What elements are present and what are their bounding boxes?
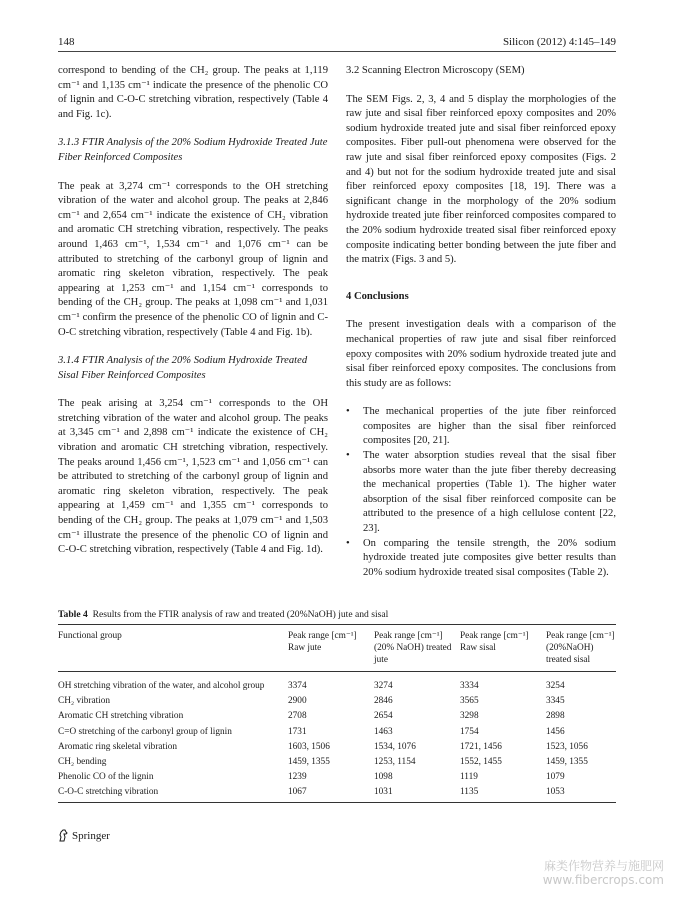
table-cell: 1067 [288,785,374,803]
table-cell: 1098 [374,772,393,783]
table-cell: 3565 [460,696,479,707]
table-cell: 2654 [374,711,393,722]
table-row [58,672,616,694]
table-cell: 1456 [546,726,565,737]
table-cell: 2708 [288,711,307,722]
bullet-icon: • [346,450,350,462]
table-cell: 2900 [288,696,307,707]
watermark-title: 麻类作物营养与施肥网 [543,859,664,873]
table-cell: CH₂ vibration [58,696,111,707]
table-row [58,724,616,739]
table-cell: Aromatic ring skeletal vibration [58,741,178,752]
section-heading-3-1-3: 3.1.3 FTIR Analysis of the 20% Sodium Hydroxide Treated Jute Fiber Reinforced Composites [58,137,328,163]
paragraph-4: The present investigation deals with a comparison of the mechanical properties of raw jute and sisal fiber reinforced epoxy composites with 20% sodium hydroxide treated jute and sisal fiber reinforced epoxy composites. The conclusions from this study are as follows: [346,319,616,389]
table-cell: Aromatic CH stretching vibration [58,711,184,722]
table-cell: 1603, 1506 [288,741,330,752]
bullet-icon: • [346,537,350,549]
list-item [346,537,616,581]
watermark [543,859,664,887]
table-cell: CH₂ bending [58,756,107,767]
table-cell: 1459, 1355 [546,756,588,767]
ftir-results-table [58,624,616,803]
list-item [346,449,616,537]
table-caption-label: Table 4 [58,609,88,620]
table-cell: 1721, 1456 [460,741,502,752]
table-cell: 3345 [546,696,565,707]
paragraph-3-1-3: The peak at 3,274 cm⁻¹ corresponds to the OH stretching vibration of the water and alcohol group. The peaks at 2,846 cm⁻¹ and 2,654 cm⁻¹ indicate the existence of CH₂ vibration and aromatic CH stretching vibration, respectively. The peaks around 1,463 cm⁻¹, 1,534 cm⁻¹ and 1,076 cm⁻¹ can be attributed to stretching of the carbonyl group of lignin and aromatic ring skeleton vibration, respectively. The peak appearing at 1,253 cm⁻¹ and 1,154 cm⁻¹ corresponds to bending of the CH₂ group. The peaks at 1,098 cm⁻¹ and 1,031 cm⁻¹ confirm the presence of the phenolic CO of lignin and C-O-C stretching vibration, respectively (Table 4 and Fig. 1b). [58,180,328,338]
table-cell: 1534, 1076 [374,741,416,752]
publisher-name: Springer [72,829,110,842]
table-cell: 1239 [288,772,307,783]
table-cell: 2846 [374,696,393,707]
paragraph-intro: correspond to bending of the CH₂ group. The peaks at 1,119 cm⁻¹ and 1,135 cm⁻¹ indicate the presence of the phenolic CO of lignin and C-O-C stretching vibration, respectively (Table 4 and Fig. 1c). [58,65,328,120]
table-cell: 3298 [460,711,479,722]
table-row [58,694,616,709]
table-cell: 3254 [546,681,565,691]
section-heading-3-1-4: 3.1.4 FTIR Analysis of the 20% Sodium Hydroxide Treated Sisal Fiber Reinforced Composites [58,355,308,381]
journal-citation: Silicon (2012) 4:145–149 [502,36,616,48]
column-header: Peak range [cm⁻¹] (20%NaOH) treated sisal [546,625,616,672]
section-heading-3-2: 3.2 Scanning Electron Microscopy (SEM) [346,65,525,76]
table-cell: 3374 [288,681,307,691]
list-item-text: On comparing the tensile strength, the 20% sodium hydroxide treated jute composites give better results than 20% sodium hydroxide treated sisal composites (Table 2). [363,537,616,578]
table-cell: C-O-C stretching vibration [58,785,288,803]
list-item-text: The water absorption studies reveal that the sisal fiber absorbs more water than the jute fiber thereby decreasing the mechanical properties (Table 1). The higher water absorption of the sisal fiber reinforced composite can be attributed to the presence of a high cellulose content [22, 23]. [363,450,616,535]
table-cell: 1079 [546,772,565,783]
table-cell: 1119 [460,772,478,783]
table-row [58,739,616,754]
table-cell: 1253, 1154 [374,756,416,767]
watermark-url: www.fibercrops.com [542,873,664,887]
table-cell: 1731 [288,726,307,737]
table-cell: Phenolic CO of the lignin [58,772,154,783]
section-heading-4: 4 Conclusions [346,290,409,302]
table-caption [58,609,388,620]
table-row [58,785,616,803]
table-cell: 2898 [546,711,565,722]
table-cell: 3274 [374,681,393,691]
table-caption-text: Results from the FTIR analysis of raw and treated (20%NaOH) jute and sisal [92,609,389,620]
list-item-text: The mechanical properties of the jute fiber reinforced composites are higher than the sisal fiber reinforced composites [20, 21]. [363,406,616,447]
table-row [58,770,616,785]
conclusions-list [346,405,616,580]
left-column [58,64,328,572]
list-item [346,405,616,449]
publisher-footer [58,829,110,842]
springer-horse-icon [58,829,69,842]
table-cell: 3334 [460,681,479,691]
table-cell: 1031 [374,785,460,803]
column-header: Peak range [cm⁻¹] (20% NaOH) treated jute [374,625,460,672]
bullet-icon: • [346,406,350,418]
table-row [58,709,616,724]
table-header-row [58,625,616,672]
right-column [346,64,616,580]
header-divider [58,51,616,52]
paragraph-3-2: The SEM Figs. 2, 3, 4 and 5 display the morphologies of the raw jute and sisal fiber reinforced epoxy composites and 20% sodium hydroxide treated jute and sisal fiber reinforced epoxy composites. Fiber pull-out phenomena were observed for the raw jute and sisal fiber reinforced epoxy composites (Figs. 2 and 4) but not for the sodium hydroxide treated jute and sisal fiber reinforced epoxy composites [18, 19]. There was a significant change in the morphology of the 20% sodium hydroxide treated jute fiber reinforced composites compared to the 20% sodium hydroxide treated sisal fiber reinforced epoxy composite indicating better bonding between the jute fiber and the matrix (Figs. 3 and 5). [346,93,616,266]
column-header: Peak range [cm⁻¹] Raw sisal [460,625,546,672]
table-row [58,754,616,769]
table-cell: 1754 [460,726,479,737]
table-cell: 1135 [460,785,546,803]
column-header: Peak range [cm⁻¹] Raw jute [288,625,374,672]
column-header: Functional group [58,625,288,672]
table-cell: 1463 [374,726,393,737]
table-cell: 1053 [546,785,616,803]
table-cell: OH stretching vibration of the water, and alcohol group [58,681,265,691]
table-cell: 1552, 1455 [460,756,502,767]
table-cell: 1523, 1056 [546,741,588,752]
page-number: 148 [58,36,75,48]
table-cell: C=O stretching of the carbonyl group of lignin [58,726,232,737]
paragraph-3-1-4: The peak arising at 3,254 cm⁻¹ corresponds to the OH stretching vibration of the water and alcohol group. The peaks at 3,345 cm⁻¹ and 2,898 cm⁻¹ indicate the existence of CH₂ vibration and aromatic CH stretching vibration, respectively. The peaks around 1,456 cm⁻¹, 1,523 cm⁻¹ and 1,056 cm⁻¹ can be attributed to stretching of the carbonyl group of lignin and aromatic ring skeleton vibration, respectively. The peak appearing at 1,459 cm⁻¹ and 1,355 cm⁻¹ corresponds to bending of the CH₂ group. The peaks at 1,079 cm⁻¹ and 1,503 cm⁻¹ illustrate the presence of the phenolic CO of lignin and C-O-C stretching vibration, respectively (Table 4 and Fig. 1d). [58,398,328,556]
table-cell: 1459, 1355 [288,756,330,767]
